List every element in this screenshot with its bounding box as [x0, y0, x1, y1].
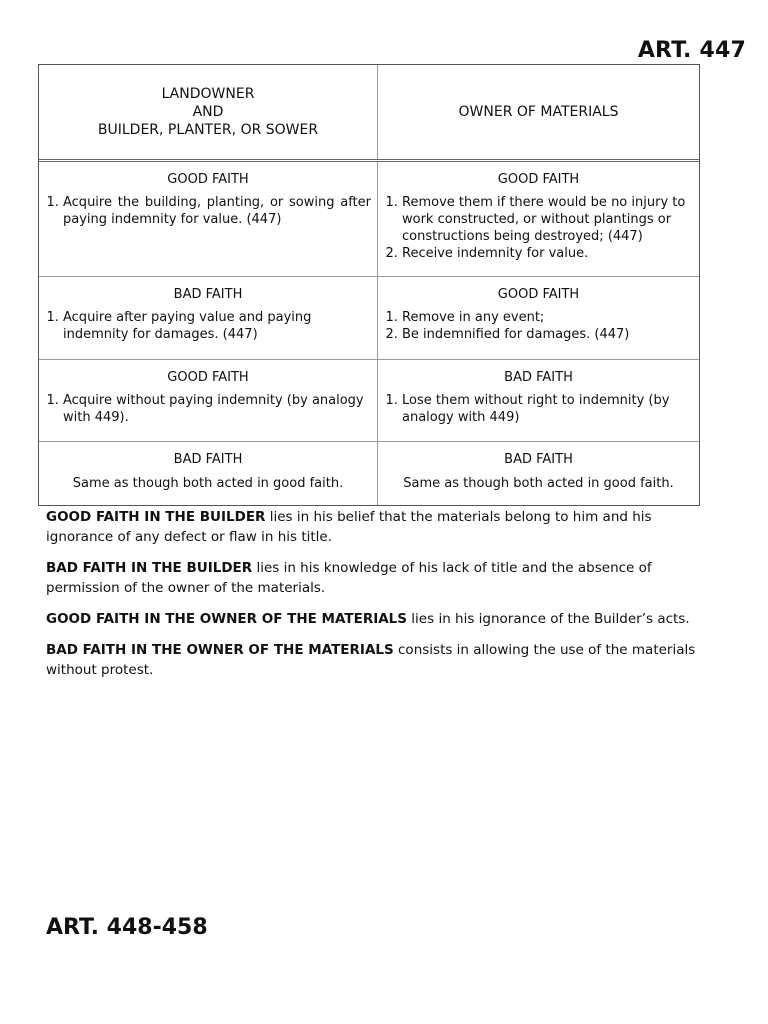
- note-paragraph: [46, 640, 714, 680]
- header-landowner: [39, 65, 378, 159]
- row3-landowner-cell: [39, 360, 378, 441]
- row4-owner-cell: [378, 442, 699, 505]
- row4-owner-text: Same as though both acted in good faith.: [403, 476, 674, 491]
- row3-owner-cell: [378, 360, 699, 441]
- row4-landowner-text: Same as though both acted in good faith.: [72, 476, 344, 491]
- faith-label: GOOD FAITH: [167, 172, 249, 187]
- list-item: 2. Be indemnified for damages. (447): [402, 326, 691, 343]
- article-heading-448-458: ART. 448-458: [46, 915, 208, 940]
- note-text: lies in his belief that the materials belong to him and his ignorance of any defect or flaw in his title.: [46, 509, 652, 545]
- note-text: lies in his ignorance of the Builder’s acts.: [407, 611, 690, 627]
- comparison-table: [38, 64, 700, 506]
- definitions-notes: [46, 507, 714, 691]
- note-term: BAD FAITH IN THE BUILDER: [46, 560, 253, 576]
- header-landowner-line: AND: [192, 104, 224, 120]
- note-paragraph: [46, 507, 714, 547]
- list-item: 1. Acquire after paying value and paying indemnity for damages. (447): [63, 309, 371, 343]
- note-term: BAD FAITH IN THE OWNER OF THE MATERIALS: [46, 642, 394, 658]
- row3-owner-list: [378, 392, 699, 426]
- header-owner-label: OWNER OF MATERIALS: [458, 104, 619, 120]
- row4-landowner-cell: [39, 442, 378, 505]
- list-item: 1. Acquire without paying indemnity (by analogy with 449).: [63, 392, 371, 426]
- note-text: lies in his knowledge of his lack of title and the absence of permission of the owner of the materials.: [46, 560, 652, 596]
- faith-label: BAD FAITH: [504, 370, 573, 385]
- note-term: GOOD FAITH IN THE BUILDER: [46, 509, 266, 525]
- header-landowner-line: BUILDER, PLANTER, OR SOWER: [97, 122, 319, 138]
- row1-owner-cell: [378, 162, 699, 276]
- row2-landowner-cell: [39, 277, 378, 359]
- note-paragraph: [46, 558, 714, 598]
- list-item: 1. Acquire the building, planting, or sowing after paying indemnity for value. (447): [63, 194, 371, 228]
- row2-landowner-list: [39, 309, 377, 343]
- note-term: GOOD FAITH IN THE OWNER OF THE MATERIALS: [46, 611, 408, 627]
- list-item: 1. Remove in any event;: [402, 309, 691, 326]
- table-row: [39, 442, 699, 505]
- table-row: [39, 277, 699, 360]
- list-item: 2. Receive indemnity for value.: [402, 245, 691, 262]
- header-landowner-line: LANDOWNER: [161, 86, 255, 102]
- header-owner-of-materials: [378, 65, 699, 159]
- table-row: [39, 360, 699, 442]
- row3-landowner-list: [39, 392, 377, 426]
- faith-label: GOOD FAITH: [167, 370, 249, 385]
- table-header-row: [39, 65, 699, 162]
- faith-label: BAD FAITH: [504, 452, 573, 467]
- table-row: [39, 162, 699, 277]
- row1-landowner-cell: [39, 162, 378, 276]
- faith-label: BAD FAITH: [173, 452, 243, 467]
- list-item: 1. Lose them without right to indemnity (by analogy with 449): [402, 392, 691, 426]
- row2-owner-list: [378, 309, 699, 343]
- faith-label: BAD FAITH: [173, 287, 243, 302]
- faith-label: GOOD FAITH: [497, 172, 580, 187]
- row1-owner-list: [378, 194, 699, 262]
- note-text: consists in allowing the use of the materials without protest.: [46, 642, 696, 678]
- article-heading-447: ART. 447: [637, 38, 746, 63]
- note-paragraph: [46, 609, 714, 629]
- row1-landowner-list: [39, 194, 377, 228]
- list-item: 1. Remove them if there would be no injury to work constructed, or without plantings or constructions being destroyed; (447): [402, 194, 691, 245]
- faith-label: GOOD FAITH: [497, 287, 580, 302]
- row2-owner-cell: [378, 277, 699, 359]
